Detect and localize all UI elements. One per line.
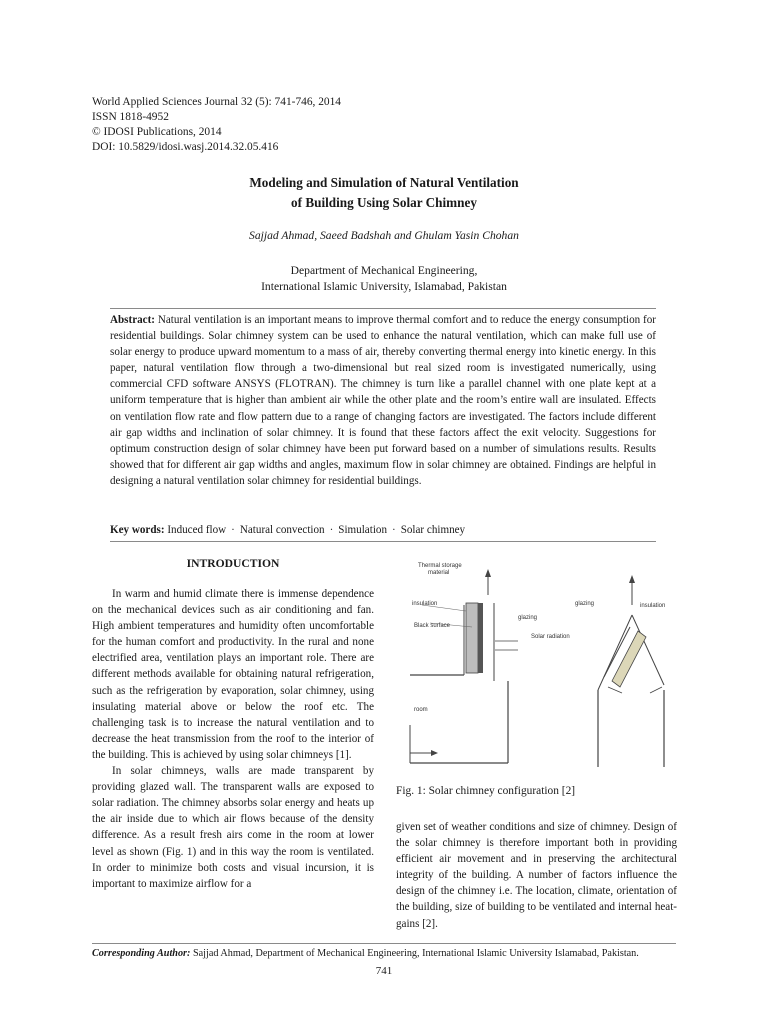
label-insulation-left: insulation	[412, 601, 438, 607]
label-room: room	[414, 707, 428, 713]
keyword-separator: ·	[231, 524, 235, 536]
paragraph: In solar chimneys, walls are made transparent by providing glazed wall. The transparent walls are exposed to solar radiation. The chimney absorbs solar energy and heats up the air inside due to which air flows because of the density difference. As a result fresh airs come in the room at lower level as shown (Fig. 1) and in this way the room is ventilated. In order to minimize both costs and visual incursion, it is important to maximize airflow for a	[92, 765, 374, 890]
paragraph: In warm and humid climate there is immense dependence on the mechanical devices such as air conditioning and fan. High ambient temperatures and humidity often uncomfortable for the human comfort and productivity. In the rural and none electrified area, ventilation plays an important role. There are different methods available for obtaining natural refrigeration, such as the refrigeration by evaporation, solar chimney, using insulating material above or below the roof etc. The challenging task is to increase the natural ventilation and to decrease the heat transmission from the roof to the interior of the building. This is achieved by using solar chimneys [1].	[92, 588, 374, 761]
updraft-arrowhead	[485, 569, 491, 577]
label-material: material	[428, 570, 450, 576]
figure-solar-chimney	[400, 555, 675, 775]
keyword: Solar chimney	[400, 524, 466, 536]
authors: Sajjad Ahmad, Saeed Badshah and Ghulam Yasin Chohan	[249, 229, 519, 242]
roof-updraft-arrowhead	[629, 575, 635, 583]
keyword: Natural convection	[239, 524, 325, 536]
title-line-2: of Building Using Solar Chimney	[291, 195, 477, 210]
doi: DOI: 10.5829/idosi.wasj.2014.32.05.416	[92, 141, 279, 153]
keyword-separator: ·	[392, 524, 396, 536]
inflow-arrowhead	[431, 750, 438, 756]
keywords-label: Key words:	[110, 524, 165, 536]
black-surface-strip	[478, 603, 483, 673]
abstract-label: Abstract:	[110, 314, 155, 326]
title-line-1: Modeling and Simulation of Natural Ventilation	[249, 175, 519, 190]
journal-header	[92, 95, 341, 155]
label-glazing-right: glazing	[575, 601, 595, 607]
solar-chimney-diagram	[400, 555, 675, 775]
label-insulation-right: insulation	[640, 603, 666, 609]
keywords	[110, 524, 465, 536]
section-heading-introduction: INTRODUCTION	[186, 557, 280, 570]
abstract-top-rule	[110, 308, 656, 309]
label-black-surface: Black surface	[414, 623, 451, 629]
paragraph: given set of weather conditions and size of chimney. Design of the solar chimney is therefore important both in providing efficient air movement and in preserving the architectural integrity of the building. A number of factors influence the design of the chimney i.e. The location, climate, orientation of the building, size of building to be ventilated and internal heat-gains [2].	[396, 821, 677, 930]
inclined-absorber	[612, 631, 646, 687]
affiliation-line-2: International Islamic University, Islamabad, Pakistan	[261, 280, 507, 293]
label-glazing-left: glazing	[518, 615, 538, 621]
corresponding-author-label: Corresponding Author:	[92, 948, 191, 959]
keywords-bottom-rule	[110, 541, 656, 542]
abstract-text: Natural ventilation is an important means to improve thermal comfort and to reduce the energy consumption for residential buildings. Solar chimney system can be used to enhance the natural ventilation, which can make full use of solar energy to produce upward momentum to a mass of air, thereby converting thermal energy into kinetic energy. In this paper, natural ventilation flow through a two-dimensional but real sized room is investigated numerically, using commercial CFD software ANSYS (FLOTRAN). The chimney is turn like a parallel channel with one plate kept at a uniform temperature that is higher than ambient air while the other plate and the room’s entire wall are insulated. Effects on ventilation flow rate and flow pattern due to a range of changing factors are investigated. The factors include different air gap widths and inclination of solar chimney. It is found that these factors affect the exit velocity. Suggestions for optimum construction design of solar chimney have been put forward based on a number of simulations results. Results showed that for different air gap widths and angles, maximum flow in solar chimney are obtained. Findings are helpful in designing a natural ventilation solar chimney for residential buildings.	[110, 314, 656, 487]
keyword: Simulation	[338, 524, 387, 536]
affiliation-line-1: Department of Mechanical Engineering,	[290, 264, 478, 277]
label-solar-radiation: Solar radiation	[531, 634, 570, 640]
paper-title	[92, 173, 676, 213]
figure-caption: Fig. 1: Solar chimney configuration [2]	[396, 785, 576, 797]
corresponding-author-text: Sajjad Ahmad, Department of Mechanical Engineering, International Islamic University Islamabad, Pakistan.	[190, 948, 639, 959]
abstract	[110, 312, 656, 489]
keyword-separator: ·	[329, 524, 334, 536]
journal-citation: World Applied Sciences Journal 32 (5): 741-746, 2014	[92, 96, 342, 108]
body-column-right	[396, 819, 677, 932]
roof-inflow-arrow	[608, 687, 622, 693]
affiliation	[92, 263, 676, 295]
thermal-storage-block	[466, 603, 478, 673]
footer-rule	[92, 943, 676, 944]
label-thermal-storage: Thermal storage	[418, 563, 462, 569]
keyword: Induced flow	[167, 524, 227, 536]
roof-inflow-arrow	[650, 687, 662, 693]
copyright: © IDOSI Publications, 2014	[92, 126, 222, 138]
body-column-left	[92, 586, 374, 892]
page-number: 741	[375, 965, 393, 977]
corresponding-author	[92, 948, 676, 959]
issn: ISSN 1818-4952	[92, 111, 169, 123]
